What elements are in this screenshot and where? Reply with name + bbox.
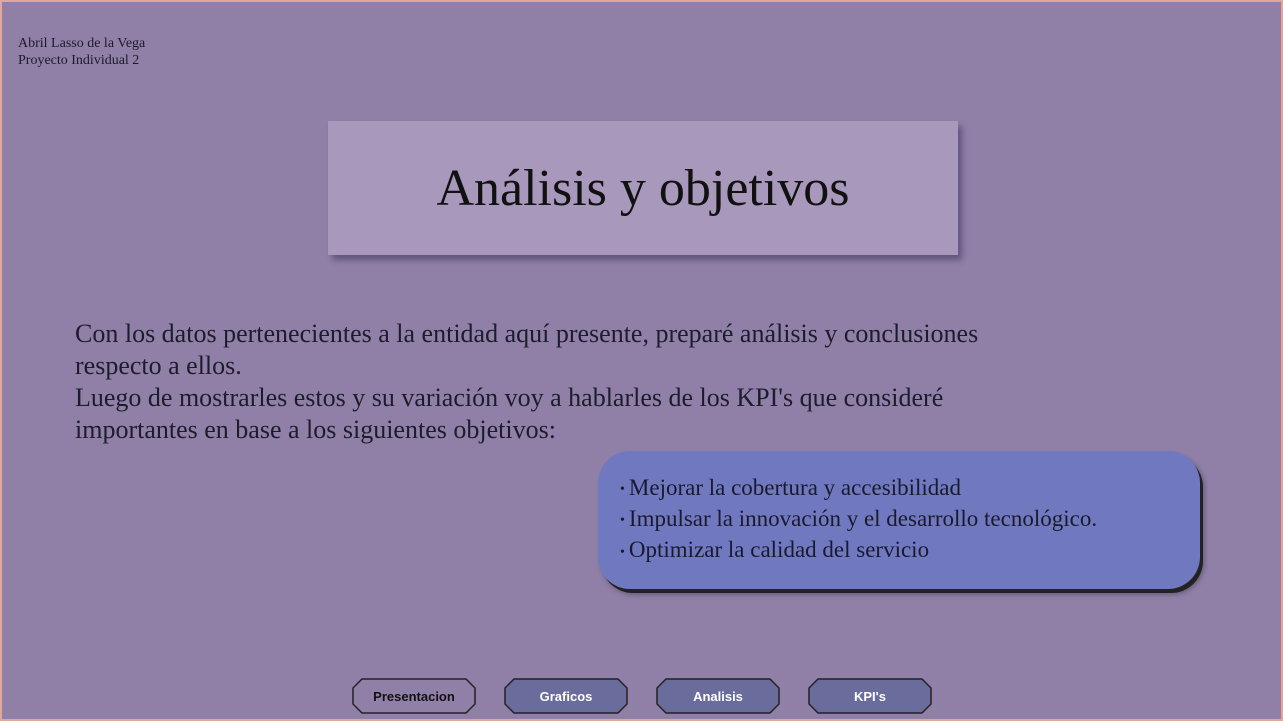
page-title: Análisis y objetivos	[436, 159, 850, 217]
author-name: Abril Lasso de la Vega	[18, 36, 146, 51]
objective-item: • Optimizar la calidad del servicio	[620, 537, 930, 563]
nav-analisis-button[interactable]: Analisis	[656, 678, 780, 714]
nav-graficos-button[interactable]: Graficos	[504, 678, 628, 714]
nav-presentacion-button[interactable]: Presentacion	[352, 678, 476, 714]
objectives-list	[620, 473, 1200, 567]
nav-bar	[2, 678, 1281, 714]
intro-paragraph-1: Con los datos pertenecientes a la entidad aquí presente, preparé análisis y conclusiones respecto a ellos.	[75, 319, 979, 380]
nav-kpis-button[interactable]: KPI's	[808, 678, 932, 714]
intro-paragraph-2: Luego de mostrarles estos y su variación voy a hablarles de los KPI's que consideré importantes en base a los siguientes objetivos:	[75, 383, 944, 444]
title-box	[328, 121, 958, 255]
bullet-icon: •	[620, 513, 625, 529]
objective-item: • Mejorar la cobertura y accesibilidad	[620, 475, 961, 500]
project-name: Proyecto Individual 2	[18, 53, 140, 68]
objectives-box	[598, 451, 1200, 589]
bullet-icon: •	[620, 482, 625, 498]
objective-item: • Impulsar la innovación y el desarrollo tecnológico.	[620, 506, 1098, 532]
bullet-icon: •	[620, 544, 625, 560]
author-block	[18, 35, 145, 69]
intro-text	[75, 318, 1035, 446]
